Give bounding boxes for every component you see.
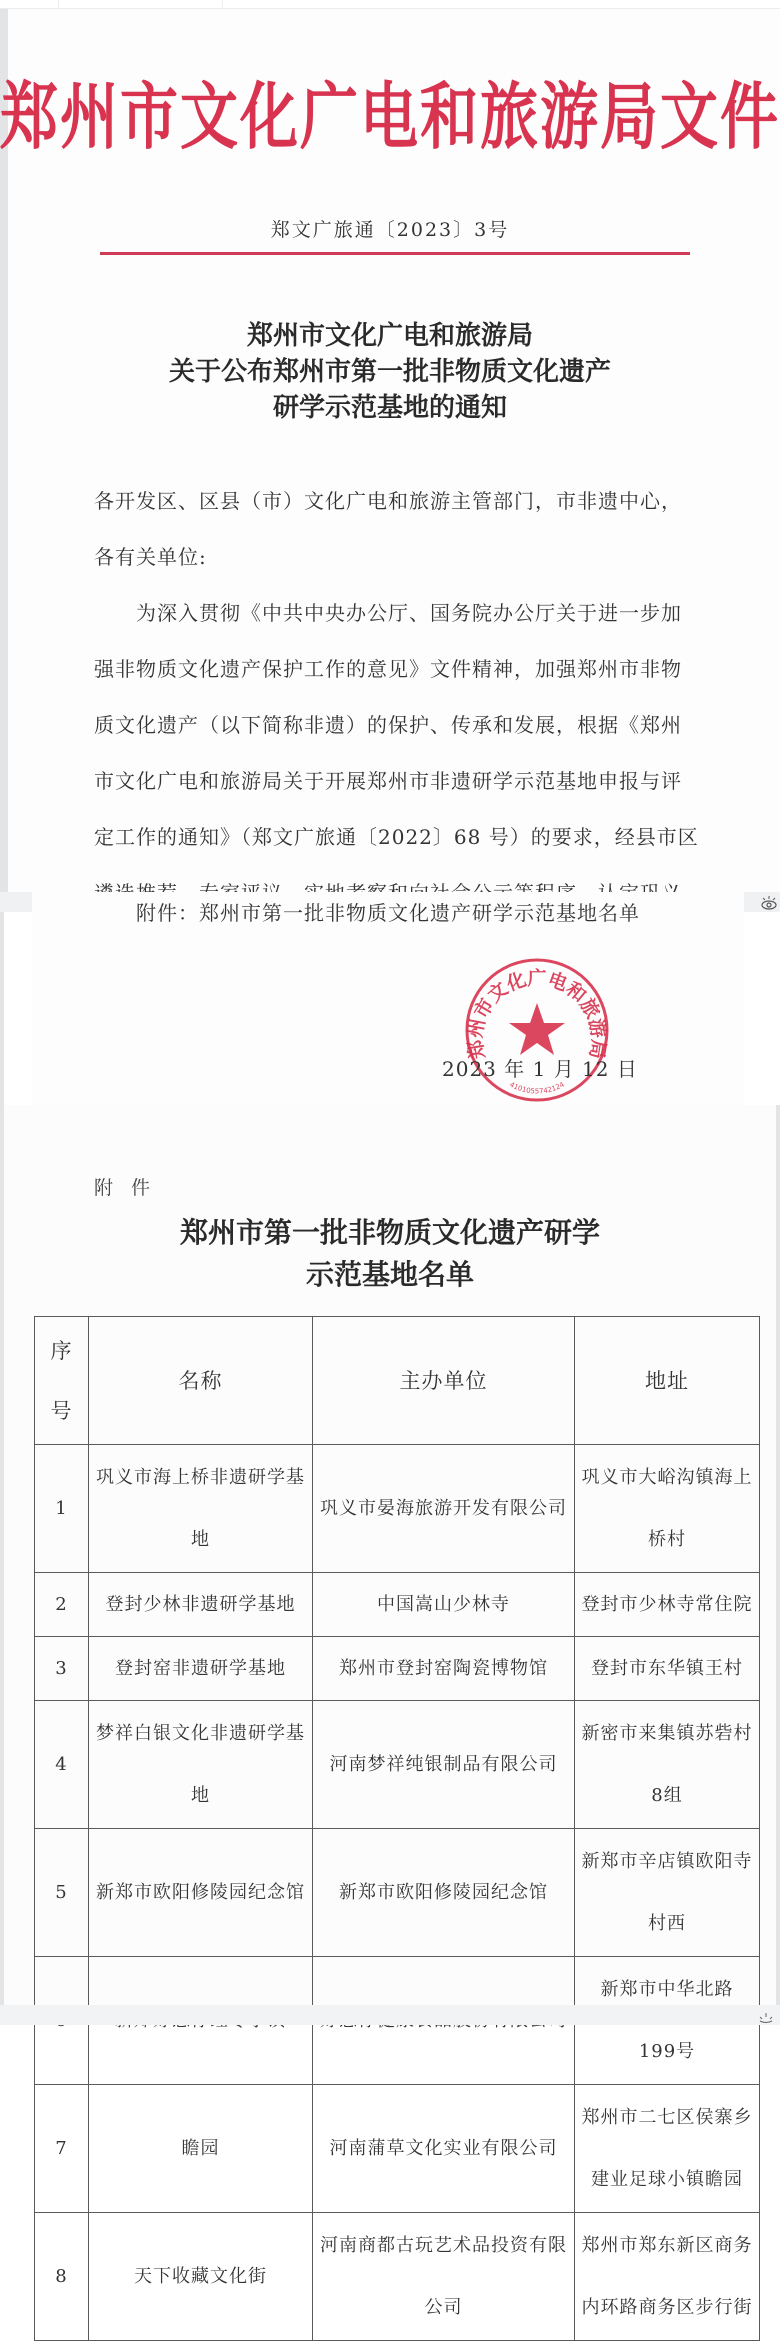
cell-host: 巩义市晏海旅游开发有限公司	[313, 1445, 575, 1573]
notice-title-line: 郑州市文化广电和旅游局	[246, 321, 533, 351]
column-header-name: 名称	[89, 1317, 313, 1445]
notice-title-line: 关于公布郑州市第一批非物质文化遗产	[168, 357, 611, 387]
body-line: 为深入贯彻《中共中央办公厅、国务院办公厅关于进一步加	[94, 601, 682, 625]
cell-number: 8	[35, 2213, 89, 2341]
table-row	[35, 1445, 760, 1573]
cell-number: 4	[35, 1701, 89, 1829]
cell-address: 登封市少林寺常住院	[575, 1573, 760, 1637]
salutation	[94, 473, 700, 585]
toolbar-divider	[222, 0, 223, 8]
table-row	[35, 2085, 760, 2213]
cell-address: 郑州市郑东新区商务内环路商务区步行街	[575, 2213, 760, 2341]
collapse-indicator-icon[interactable]	[757, 2013, 775, 2023]
viewer-top-bar	[0, 0, 780, 9]
table-row	[35, 2213, 760, 2341]
cell-address: 新郑市中华北路 199号	[575, 1957, 760, 2085]
cell-host: 河南商都古玩艺术品投资有限公司	[313, 2213, 575, 2341]
document-red-header-title: 郑州市文化广电和旅游局文件	[0, 74, 780, 160]
cell-name: 登封少林非遗研学基地	[89, 1573, 313, 1637]
attachment-label: 附件	[94, 1177, 169, 1199]
table-row	[35, 1637, 760, 1701]
cell-number: 2	[35, 1573, 89, 1637]
table-row	[35, 1701, 760, 1829]
table-header-row	[35, 1317, 760, 1445]
body-line: 定工作的通知》（郑文广旅通〔2022〕68 号）的要求，经县市区	[94, 825, 699, 849]
cell-address: 新郑市辛店镇欧阳寺村西	[575, 1829, 760, 1957]
notice-title-line: 研学示范基地的通知	[272, 393, 507, 423]
table-row	[35, 1829, 760, 1957]
page-seam	[0, 892, 32, 912]
cell-address: 巩义市大峪沟镇海上桥村	[575, 1445, 760, 1573]
page-seam	[0, 2005, 780, 2025]
issue-date: 2023 年 1 月 12 日	[442, 1057, 638, 1081]
column-header-address: 地址	[575, 1317, 760, 1445]
body-line: 强非物质文化遗产保护工作的意见》文件精神，加强郑州市非物	[94, 657, 682, 681]
attachment-title-line: 郑州市第一批非物质文化遗产研学	[179, 1216, 600, 1249]
table-row	[35, 1573, 760, 1637]
cell-name: 登封窑非遗研学基地	[89, 1637, 313, 1701]
salutation-line: 各有关单位:	[94, 545, 207, 569]
official-seal-stamp	[462, 955, 612, 1105]
cell-host: 新郑市欧阳修陵园纪念馆	[313, 1829, 575, 1957]
cell-name: 天下收藏文化街	[89, 2213, 313, 2341]
salutation-line: 各开发区、区县（市）文化广电和旅游主管部门，市非遗中心，	[94, 489, 682, 513]
cell-name: 新郑市欧阳修陵园纪念馆	[89, 1829, 313, 1957]
red-header-rule	[100, 252, 690, 255]
cell-number: 1	[35, 1445, 89, 1573]
cell-host: 河南蒲草文化实业有限公司	[313, 2085, 575, 2213]
cell-host: 中国嵩山少林寺	[313, 1573, 575, 1637]
cell-address: 郑州市二七区侯寨乡建业足球小镇瞻园	[575, 2085, 760, 2213]
cell-number: 3	[35, 1637, 89, 1701]
column-header-number: 序号	[35, 1317, 89, 1445]
cell-name: 梦祥白银文化非遗研学基地	[89, 1701, 313, 1829]
document-number: 郑文广旅通〔2023〕3号	[270, 219, 510, 241]
cell-number: 5	[35, 1829, 89, 1957]
attachment-reference: 附件：郑州市第一批非物质文化遗产研学示范基地名单	[136, 901, 640, 925]
cell-host: 河南梦祥纯银制品有限公司	[313, 1701, 575, 1829]
view-eye-icon[interactable]	[760, 896, 778, 910]
demonstration-sites-table	[34, 1316, 760, 2341]
cell-address: 新密市来集镇苏砦村8组	[575, 1701, 760, 1829]
attachment-title-line: 示范基地名单	[305, 1258, 474, 1291]
toolbar-divider	[58, 0, 59, 8]
attachment-title	[0, 1212, 780, 1296]
body-line: 市文化广电和旅游局关于开展郑州市非遗研学示范基地申报与评	[94, 769, 682, 793]
page-edge	[0, 892, 4, 1105]
svg-text:4101055742124	[508, 1080, 566, 1095]
seal-code: 4101055742124	[508, 1080, 566, 1096]
cell-name: 瞻园	[89, 2085, 313, 2213]
seal-ring-text: 郑州市文化广电和旅游局	[464, 967, 610, 1061]
star-icon	[509, 1003, 565, 1055]
notice-title	[0, 318, 780, 426]
body-line: 质文化遗产（以下简称非遗）的保护、传承和发展，根据《郑州	[94, 713, 682, 737]
column-header-host: 主办单位	[313, 1317, 575, 1445]
cell-name: 巩义市海上桥非遗研学基地	[89, 1445, 313, 1573]
cell-address: 登封市东华镇王村	[575, 1637, 760, 1701]
cell-number: 7	[35, 2085, 89, 2213]
cell-host: 郑州市登封窑陶瓷博物馆	[313, 1637, 575, 1701]
